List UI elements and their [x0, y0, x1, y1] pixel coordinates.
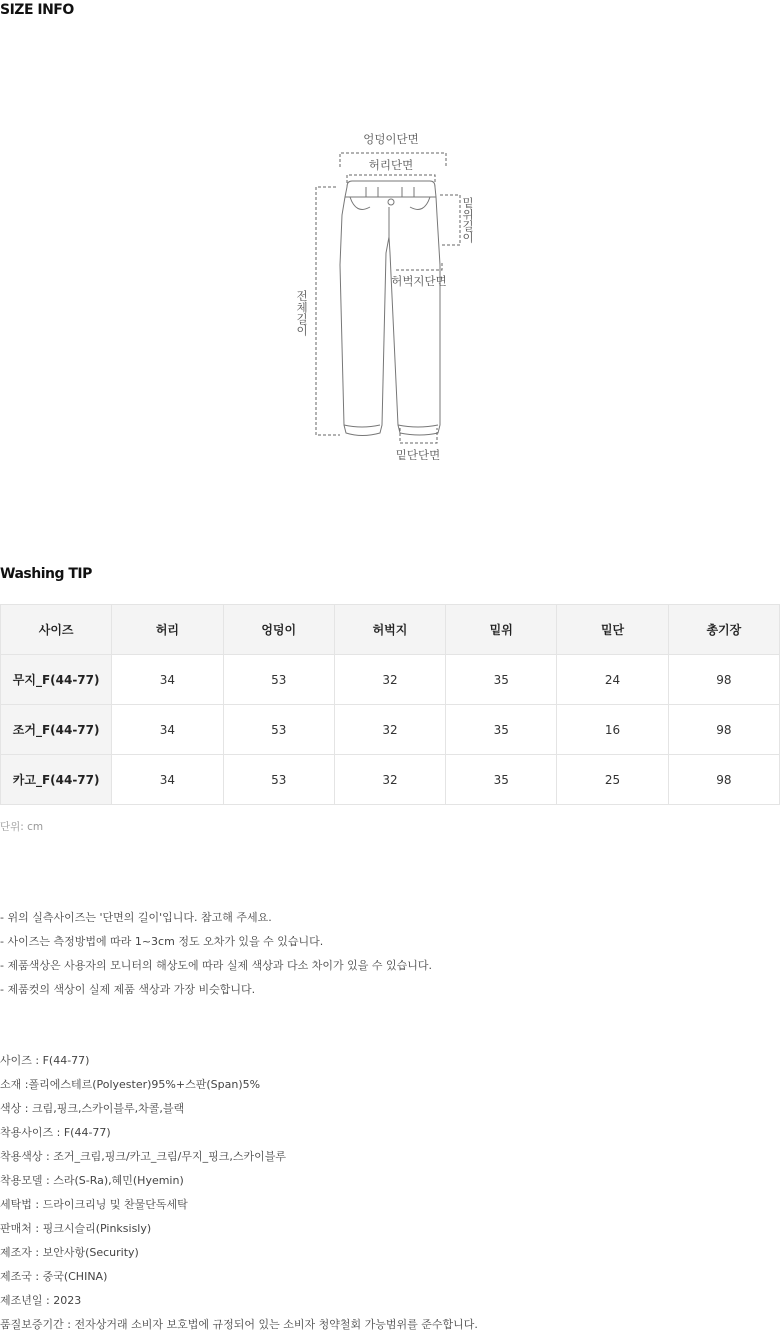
table-header-row	[1, 605, 780, 655]
table-cell: 무지_F(44-77)	[1, 655, 112, 705]
list-item: 품질보증기간 : 전자상거래 소비자 보호법에 규정되어 있는 소비자 청약철회 가능범위를 준수합니다.	[0, 1318, 478, 1331]
pants-measurement-diagram	[290, 125, 490, 470]
table-cell: 25	[557, 755, 668, 805]
header-hem: 밑단	[557, 605, 668, 655]
product-specs-list	[0, 1049, 478, 1337]
unit-note: 단위: cm	[0, 821, 44, 833]
size-notes-list	[0, 906, 432, 1002]
table-cell: 34	[112, 705, 223, 755]
table-cell: 24	[557, 655, 668, 705]
table-cell: 32	[334, 655, 445, 705]
washing-tip-title: Washing TIP	[0, 566, 92, 582]
header-size: 사이즈	[1, 605, 112, 655]
list-item: 착용사이즈 : F(44-77)	[0, 1126, 111, 1139]
header-waist: 허리	[112, 605, 223, 655]
rise-label: 밑위길이	[461, 197, 475, 243]
hip-label: 엉덩이단면	[363, 132, 419, 146]
table-cell: 34	[112, 755, 223, 805]
table-cell: 35	[446, 655, 557, 705]
table-cell: 98	[668, 755, 779, 805]
table-cell: 35	[446, 755, 557, 805]
table-cell: 34	[112, 655, 223, 705]
list-item: 세탁법 : 드라이크리닝 및 찬물단독세탁	[0, 1198, 188, 1211]
list-item: 사이즈 : F(44-77)	[0, 1054, 90, 1067]
header-hip: 엉덩이	[223, 605, 334, 655]
list-item: 착용색상 : 조거_크림,핑크/카고_크림/무지_핑크,스카이블루	[0, 1150, 287, 1163]
size-info-title: SIZE INFO	[0, 2, 74, 18]
header-thigh: 허벅지	[334, 605, 445, 655]
table-cell: 32	[334, 755, 445, 805]
table-row	[1, 705, 780, 755]
list-item: - 위의 실측사이즈는 '단면의 길이'입니다. 참고해 주세요.	[0, 911, 272, 924]
list-item: - 사이즈는 측정방법에 따라 1~3cm 정도 오차가 있을 수 있습니다.	[0, 935, 324, 948]
list-item: 제조년일 : 2023	[0, 1294, 82, 1307]
list-item: - 제품컷의 색상이 실제 제품 색상과 가장 비슷합니다.	[0, 983, 256, 996]
size-table	[0, 604, 780, 805]
list-item: 판매처 : 핑크시슬리(Pinksisly)	[0, 1222, 152, 1235]
list-item: 제조자 : 보안사항(Security)	[0, 1246, 139, 1259]
table-cell: 조거_F(44-77)	[1, 705, 112, 755]
list-item: 색상 : 크림,핑크,스카이블루,차콜,블랙	[0, 1102, 185, 1115]
table-row	[1, 755, 780, 805]
list-item: 착용모델 : 스라(S-Ra),혜민(Hyemin)	[0, 1174, 184, 1187]
hem-label: 밑단단면	[395, 448, 441, 462]
table-cell: 35	[446, 705, 557, 755]
header-rise: 밑위	[446, 605, 557, 655]
table-row	[1, 655, 780, 705]
list-item: 제조국 : 중국(CHINA)	[0, 1270, 108, 1283]
table-cell: 53	[223, 755, 334, 805]
table-cell: 53	[223, 705, 334, 755]
list-item: - 제품색상은 사용자의 모니터의 해상도에 따라 실제 색상과 다소 차이가 있을 수 있습니다.	[0, 959, 432, 972]
table-cell: 16	[557, 705, 668, 755]
table-cell: 32	[334, 705, 445, 755]
pants-outline	[340, 181, 440, 436]
waist-label: 허리단면	[368, 158, 414, 172]
header-total-length: 총기장	[668, 605, 779, 655]
thigh-label: 허벅지단면	[391, 274, 447, 288]
table-cell: 53	[223, 655, 334, 705]
table-cell: 98	[668, 705, 779, 755]
table-cell: 카고_F(44-77)	[1, 755, 112, 805]
total-length-label: 전체길이	[295, 290, 309, 336]
table-cell: 98	[668, 655, 779, 705]
list-item: 소재 :폴리에스테르(Polyester)95%+스판(Span)5%	[0, 1078, 261, 1091]
